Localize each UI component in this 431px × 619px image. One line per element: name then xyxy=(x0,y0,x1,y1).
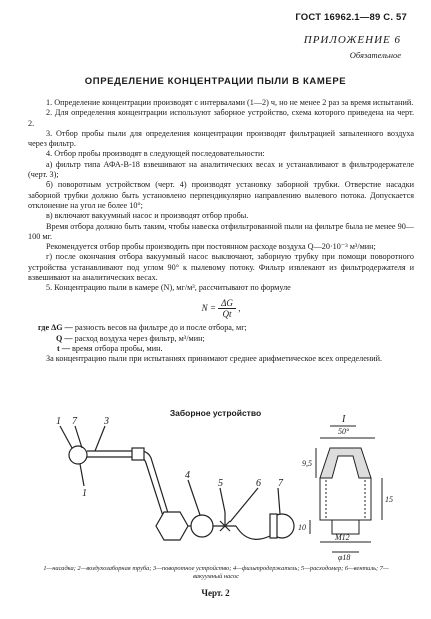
legend-q-symbol: Q — xyxy=(56,333,73,343)
appendix-status: Обязательное xyxy=(349,50,401,60)
paragraph-4c: в) включают вакуумный насос и производят отбор пробы. xyxy=(46,211,249,221)
intake-device-drawing xyxy=(20,408,420,578)
legend-t-text: время отбора пробы, мин. xyxy=(72,343,163,353)
legend-g-text: разность весов на фильтре до и после отбора, мг; xyxy=(74,323,247,333)
paragraph-4b: б) поворотным устройством (черт. 4) производят установку заборной трубки. Отверстие насадки заборной трубки должно быть установлено перпендикулярно направлению вылевого потока. Допускается отклонение на угол не более 10°; xyxy=(28,180,414,210)
paragraph-4e: Рекомендуется отбор пробы производить при постоянном расходе воздуха Q—20·10⁻³ м³/мин; xyxy=(46,242,376,252)
paragraph-5: 5. Концентрацию пыли в камере (N), мг/м³, рассчитывают по формуле xyxy=(46,283,291,293)
paragraph-4d: Время отбора должно быть таким, чтобы навеска отфильтрованной пыли на фильтре была не менее 90—100 мг. xyxy=(28,221,414,241)
label-3: 3 xyxy=(104,416,109,427)
filter-holder-shape xyxy=(156,512,188,540)
concentration-formula xyxy=(28,298,414,320)
appendix-title: ПРИЛОЖЕНИЕ 6 xyxy=(303,34,401,46)
legend-t-symbol: t — xyxy=(57,343,70,353)
label-7b: 7 xyxy=(278,478,283,489)
paragraph-4: 4. Отбор пробы производят в следующей последовательности: xyxy=(46,149,265,159)
paragraph-3: 3. Отбор пробы пыли для определения концентрации производят фильтрацией запыленного воздуха через фильтр. xyxy=(28,128,414,149)
figure-title: Заборное устройство xyxy=(169,408,262,418)
paragraph-4a: а) фильтр типа АФА-В-18 взвешивают на аналитических весах и устанавливают в фильтродержателе (черт. 3); xyxy=(28,159,414,180)
figure-caption: 1—насадка; 2—воздухозаборная труба; 3—поворотное устройство; 4—фильтродержатель; 5—расходомер; 6—вентиль; 7—вакуумный насос xyxy=(43,565,389,580)
formula-fraction xyxy=(218,298,236,320)
formula-lhs: N = xyxy=(201,302,216,313)
paragraph-4f: г) после окончания отбора вакуумный насос выключают, заборную трубку при помощи поворотного устройства устанавливают под углом 90° к пылевому потоку. Фильтр извлекают из фильтродержателя и взвешивают на аналитических весах. xyxy=(28,252,414,283)
dim-thread: М12 xyxy=(335,533,350,542)
label-4: 4 xyxy=(185,470,190,481)
paragraph-1: 1. Определение концентрации производят с интервалами (1—2) ч, но не менее 2 раз за время испытаний. xyxy=(46,98,414,107)
legend-q-text: расход воздуха через фильтр, м³/мин; xyxy=(74,333,205,343)
label-6: 6 xyxy=(256,478,261,489)
intake-tube-shape xyxy=(87,451,168,513)
formula-legend xyxy=(38,323,414,354)
label-5: 5 xyxy=(218,478,223,489)
dim-15: 15 xyxy=(385,495,393,504)
dim-9-5: 9,5 xyxy=(302,459,312,468)
flowmeter-shape xyxy=(191,515,213,537)
legend-g-symbol: где ΔG — xyxy=(38,323,73,333)
section-label: I xyxy=(342,414,346,425)
dim-angle: 50° xyxy=(338,427,350,436)
label-1b: 1 xyxy=(82,488,87,499)
nozzle-section-detail xyxy=(310,414,382,552)
figure-number: Черт. 2 xyxy=(201,588,230,598)
formula-denominator: Qt xyxy=(222,308,232,319)
formula-numerator: ΔG xyxy=(218,298,236,309)
document-title: ОПРЕДЕЛЕНИЕ КОНЦЕНТРАЦИИ ПЫЛИ В КАМЕРЕ xyxy=(84,76,347,87)
dim-10: 10 xyxy=(298,523,306,532)
formula-tail: , xyxy=(238,302,241,313)
conclusion: За концентрацию пыли при испытаниях принимают среднее арифметическое всех определений. xyxy=(46,354,383,364)
label-1: 1 xyxy=(56,416,61,427)
document-body xyxy=(28,98,414,364)
dim-diameter: φ18 xyxy=(338,553,351,562)
rotating-device-shape xyxy=(132,448,144,460)
paragraph-2: 2. Для определения концентрации используют заборное устройство, схема которого приведена на черт. 2. xyxy=(28,108,414,128)
label-7: 7 xyxy=(72,416,77,427)
standard-header: ГОСТ 16962.1—89 С. 57 xyxy=(295,12,407,23)
nozzle-shape xyxy=(69,446,87,464)
